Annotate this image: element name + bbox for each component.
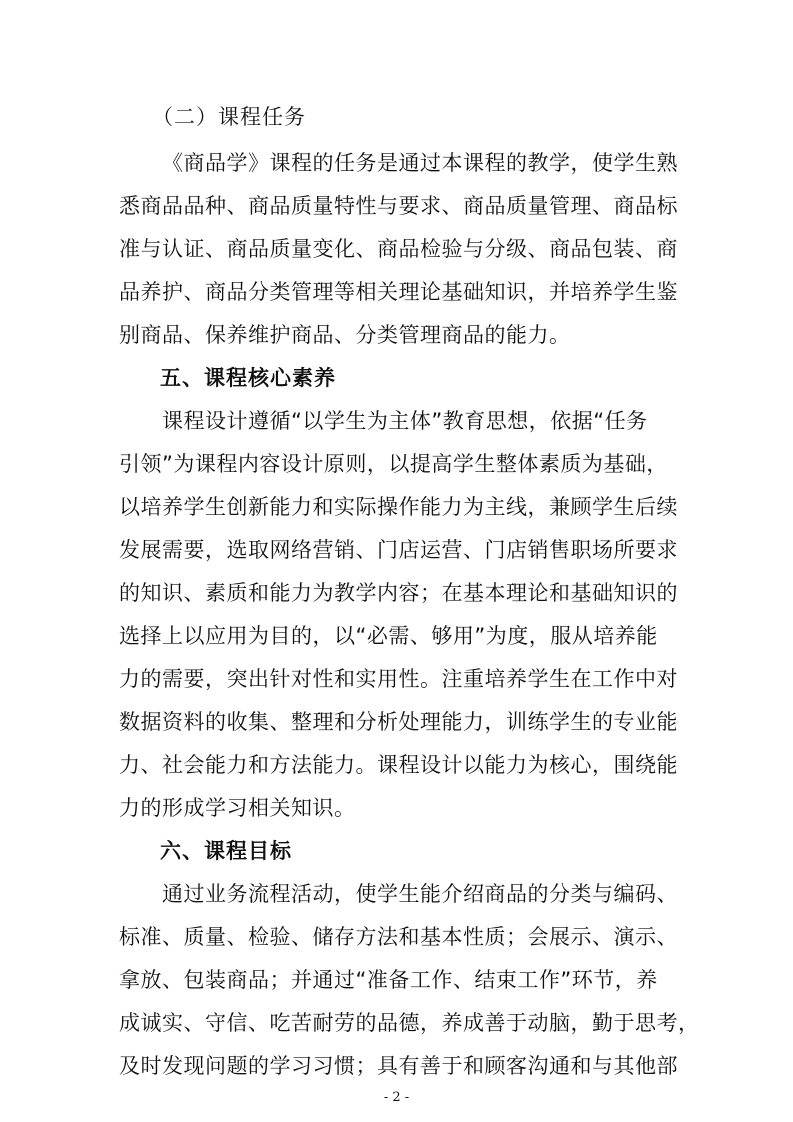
paragraph-line: 发展需要，选取网络营销、门店运营、门店销售职场所要求 bbox=[119, 538, 678, 562]
paragraph-line: 的知识、素质和能力为教学内容；在基本理论和基础知识的 bbox=[119, 581, 678, 605]
paragraph-line: 力、社会能力和方法能力。课程设计以能力为核心，围绕能 bbox=[119, 753, 678, 777]
paragraph-line: 以培养学生创新能力和实际操作能力为主线，兼顾学生后续 bbox=[119, 495, 678, 519]
paragraph-line: 力的需要，突出针对性和实用性。注重培养学生在工作中对 bbox=[119, 667, 678, 691]
paragraph-line: 通过业务流程活动，使学生能介绍商品的分类与编码、 bbox=[162, 882, 678, 906]
section-heading: 六、课程目标 bbox=[160, 839, 292, 863]
paragraph-line: 拿放、包装商品；并通过“准备工作、结束工作”环节，养 bbox=[119, 968, 658, 992]
section-heading: 五、课程核心素养 bbox=[160, 366, 336, 390]
paragraph-line: 品养护、商品分类管理等相关理论基础知识，并培养学生鉴 bbox=[119, 280, 678, 304]
paragraph-line: 成诚实、守信、吃苦耐劳的品德，养成善于动脑，勤于思考， bbox=[119, 1011, 700, 1035]
paragraph-line: 数据资料的收集、整理和分析处理能力，训练学生的专业能 bbox=[119, 710, 678, 734]
paragraph-line: 准与认证、商品质量变化、商品检验与分级、商品包装、商 bbox=[119, 237, 678, 261]
paragraph-line: 标准、质量、检验、储存方法和基本性质；会展示、演示、 bbox=[119, 925, 678, 949]
paragraph-line: 别商品、保养维护商品、分类管理商品的能力。 bbox=[119, 323, 571, 347]
paragraph-line: 课程设计遵循“以学生为主体”教育思想，依据“任务 bbox=[162, 409, 648, 433]
paragraph-line: 引领”为课程内容设计原则，以提高学生整体素质为基础， bbox=[119, 452, 668, 476]
paragraph-line: 力的形成学习相关知识。 bbox=[119, 796, 356, 820]
paragraph-line: 选择上以应用为目的，以“必需、够用”为度，服从培养能 bbox=[119, 624, 658, 648]
page-number: - 2 - bbox=[383, 1090, 410, 1105]
paragraph-line: 悉商品品种、商品质量特性与要求、商品质量管理、商品标 bbox=[119, 194, 678, 218]
paragraph-line: 《商品学》课程的任务是通过本课程的教学，使学生熟 bbox=[162, 151, 678, 175]
section-heading: （二）课程任务 bbox=[152, 105, 306, 129]
paragraph-line: 及时发现问题的学习习惯；具有善于和顾客沟通和与其他部 bbox=[119, 1054, 678, 1078]
